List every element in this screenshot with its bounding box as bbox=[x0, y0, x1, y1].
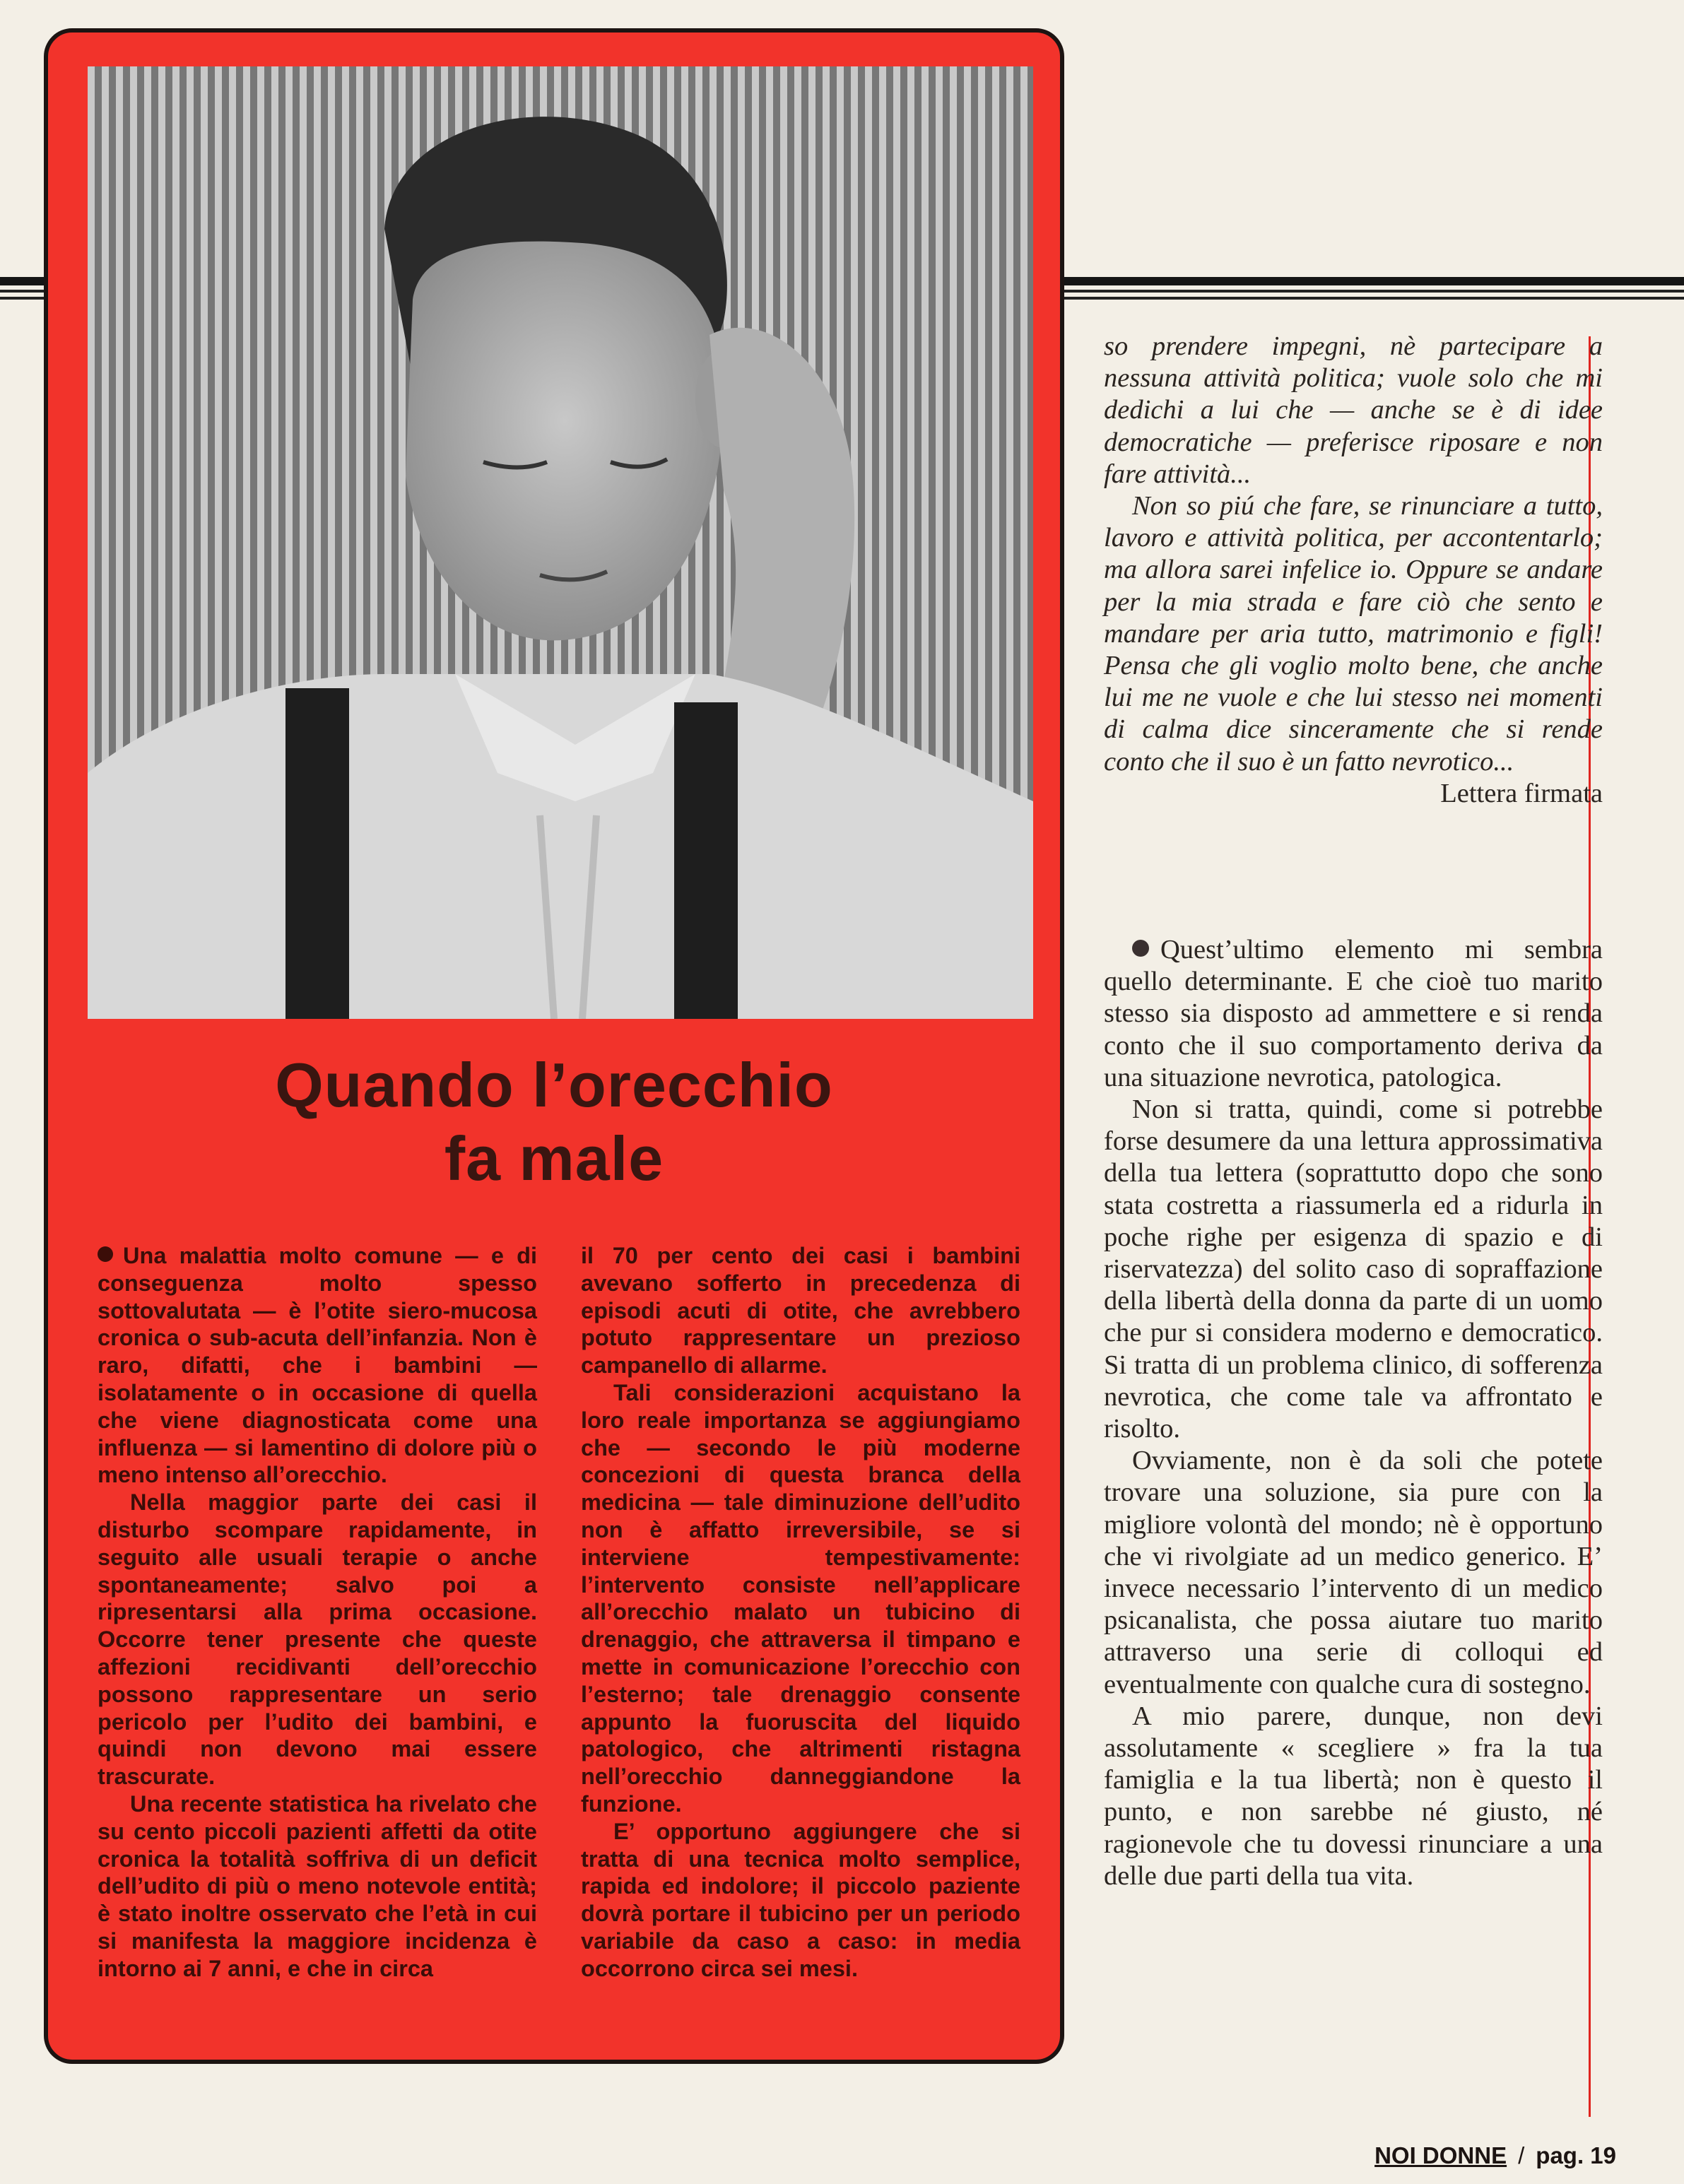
col1-paragraph-3: Una recente statistica ha rivelato che su cento piccoli pazienti affetti da otite cronica la totalità soffriva di un deficit dell’udito di più o meno notevole entità; è stato inoltre osservato che l’età in cui si manifesta la maggiore incidenza è intorno ai 7 anni, e che in circa bbox=[98, 1790, 537, 1981]
bullet-icon bbox=[1132, 940, 1149, 957]
letter-paragraph-1: so prendere impegni, nè partecipare a nessuna attività politica; vuole solo che mi dedichi a lui che — anche se è di idee democratiche — preferisce riposare e non fare attività... bbox=[1104, 331, 1603, 489]
letter-signature: Lettera firmata bbox=[1440, 778, 1603, 808]
article-column-2 bbox=[581, 1242, 1020, 1983]
photo-icon bbox=[88, 66, 1033, 1019]
letter-paragraph-2: Non so piú che fare, se rinunciare a tutto, lavoro e attività politica, per accontentarlo; ma allora sarei infelice io. Oppure se andare per la mia strada e fare ciò che sento e mandare per aria tutto, matrimonio e figli! Pensa che gli voglio molto bene, che anche lui me ne vuole e che lui stesso nei momenti di calma dice sinceramente che si rende conto che il suo è un fatto nevrotico... bbox=[1104, 491, 1603, 777]
page-footer bbox=[1374, 2142, 1616, 2169]
magazine-name: NOI DONNE bbox=[1374, 2142, 1507, 2168]
reply-paragraph-2: Non si tratta, quindi, come si potrebbe forse desumere da una lettura approssimativa della tua lettera (soprattutto dopo che sono stata costretta a riassumerla ed a ridurla in poche righe per esigenza di spazio e di riservatezza) del solito caso di sopraffazione della libertà della donna da parte di un uomo che pur si considera moderno e democratico. Si tratta di un problema clinico, di sofferenza nevrotica, che come tale va affrontato e risolto. bbox=[1104, 1094, 1603, 1444]
col1-paragraph-1: Una malattia molto comune — e di conseguenza molto spesso sottovalutata — è l’otite siero-mucosa cronica o sub-acuta dell’infanzia. Non è raro, difatti, che i bambini — isolatamente o in occasione di quella che viene diagnosticata come una influenza — si lamentino di dolore più o meno intenso all’orecchio. bbox=[98, 1243, 537, 1488]
article-headline bbox=[48, 1049, 1060, 1196]
article-photo bbox=[88, 66, 1033, 1019]
article-column-1 bbox=[98, 1242, 537, 1983]
reply-paragraph-1: Quest’ultimo elemento mi sembra quello determinante. E che cioè tuo marito stesso sia disposto ad ammettere e si renda conto che il suo comportamento deriva da una situazione nevrotica, patologica. bbox=[1104, 935, 1603, 1092]
reply-paragraph-3: Ovviamente, non è da soli che potete trovare una soluzione, sia pure con la migliore volontà del mondo; nè è opportuno che vi rivolgiate ad un medico generico. E’ invece necessario l’intervento di un medico psicanalista, che possa aiutare tuo marito attraverso una serie di colloqui ed eventualmente con qualche cura di sostegno. bbox=[1104, 1446, 1603, 1699]
headline-line-2: fa male bbox=[444, 1123, 664, 1193]
article-red-box bbox=[44, 28, 1064, 2064]
col1-paragraph-2: Nella maggior parte dei casi il disturbo scompare rapidamente, in seguito alle usuali terapie o anche spontaneamente; salvo poi a ripresentarsi alla prima occasione. Occorre tener presente che queste affezioni recidivanti dell’orecchio possono rappresentare un serio pericolo per l’udito dei bambini, e quindi non devono mai essere trascurate. bbox=[98, 1489, 537, 1790]
letter-section bbox=[1104, 331, 1603, 810]
col2-paragraph-3: E’ opportuno aggiungere che si tratta di una tecnica molto semplice, rapida ed indolore; il piccolo paziente dovrà portare il tubicino per un periodo variabile da caso a caso: in media occorrono circa sei mesi. bbox=[581, 1818, 1020, 1981]
col2-paragraph-1: il 70 per cento dei casi i bambini avevano sofferto in precedenza di episodi acuti di otite, che avrebbero potuto rappresentare un prezioso campanello di allarme. bbox=[581, 1243, 1020, 1379]
bullet-icon bbox=[98, 1246, 113, 1262]
page-number: pag. 19 bbox=[1536, 2142, 1616, 2168]
headline-line-1: Quando l’orecchio bbox=[275, 1050, 833, 1120]
reply-paragraph-4: A mio parere, dunque, non devi assolutamente « scegliere » fra la tua famiglia e la tua libertà; non è questo il punto, e non sarebbe né giusto, né ragionevole che tu dovessi rinunciare a una delle due parti della tua vita. bbox=[1104, 1701, 1603, 1891]
footer-separator: / bbox=[1518, 2142, 1525, 2168]
col2-paragraph-2: Tali considerazioni acquistano la loro reale importanza se aggiungiamo che — secondo le più moderne concezioni di questa branca della medicina — tale diminuzione dell’udito non è affatto irreversibile, se si interviene tempestivamente: l’intervento consiste nell’applicare all’orecchio malato un tubicino di drenaggio, che attraversa il timpano e mette in comunicazione l’orecchio con l’esterno; tale drenaggio consente appunto la fuoruscita del liquido patologico, che altrimenti ristagna nell’orecchio danneggiandone la funzione. bbox=[581, 1379, 1020, 1817]
reply-section bbox=[1104, 934, 1603, 1892]
